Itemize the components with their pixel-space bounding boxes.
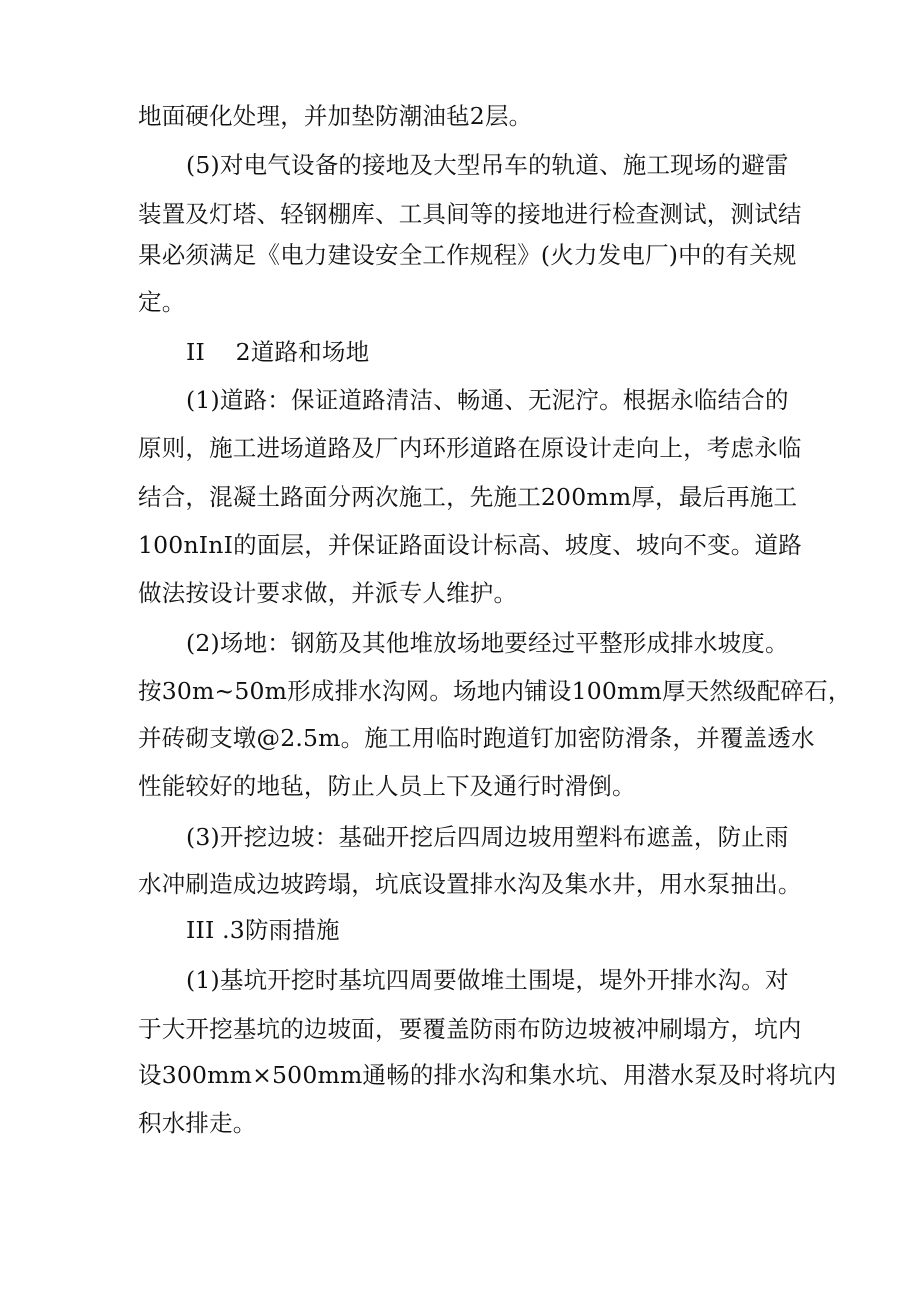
section-heading: III .3防雨措施: [186, 916, 340, 944]
text-line: 性能较好的地毡，防止人员上下及通行时滑倒。: [138, 772, 636, 800]
text-line: 按30m~50m形成排水沟网。场地内铺设100mm厚天然级配碎石，: [138, 677, 852, 705]
text-line: 定。: [138, 288, 186, 316]
text-line: 积水排走。: [138, 1109, 257, 1137]
text-line: 水冲刷造成边坡跨塌，坑底设置排水沟及集水井，用水泵抽出。: [138, 870, 802, 898]
paragraph-start: (1)道路：保证道路清洁、畅通、无泥泞。根据永临结合的: [186, 386, 789, 414]
paragraph-start: (2)场地：钢筋及其他堆放场地要经过平整形成排水坡度。: [186, 629, 789, 657]
text-line: 设300mm×500mm通畅的排水沟和集水坑、用潜水泵及时将坑内: [138, 1061, 837, 1089]
text-line: 于大开挖基坑的边坡面，要覆盖防雨布防边坡被冲刷塌方，坑内: [138, 1015, 802, 1043]
text-line: 做法按设计要求做，并派专人维护。: [138, 579, 518, 607]
paragraph-start: (1)基坑开挖时基坑四周要做堆土围堤，堤外开排水沟。对: [186, 966, 789, 994]
text-line: 结合，混凝土路面分两次施工，先施工200mm厚，最后再施工: [138, 483, 798, 511]
paragraph-start: (5)对电气设备的接地及大型吊车的轨道、施工现场的避雷: [186, 151, 789, 179]
text-line: 并砖砌支墩@2.5m。施工用临时跑道钉加密防滑条，并覆盖透水: [138, 724, 815, 752]
section-heading: II 2道路和场地: [186, 338, 370, 366]
text-line: 原则，施工进场道路及厂内环形道路在原设计走向上，考虑永临: [138, 434, 802, 462]
text-line: 地面硬化处理，并加垫防潮油毡2层。: [138, 102, 533, 130]
paragraph-start: (3)开挖边坡：基础开挖后四周边坡用塑料布遮盖，防止雨: [186, 823, 789, 851]
text-line: 果必须满足《电力建设安全工作规程》(火力发电厂)中的有关规: [138, 241, 797, 269]
text-line: 装置及灯塔、轻钢棚库、工具间等的接地进行检查测试，测试结: [138, 200, 802, 228]
text-line: 100nInI的面层，并保证路面设计标高、坡度、坡向不变。道路: [138, 531, 802, 559]
